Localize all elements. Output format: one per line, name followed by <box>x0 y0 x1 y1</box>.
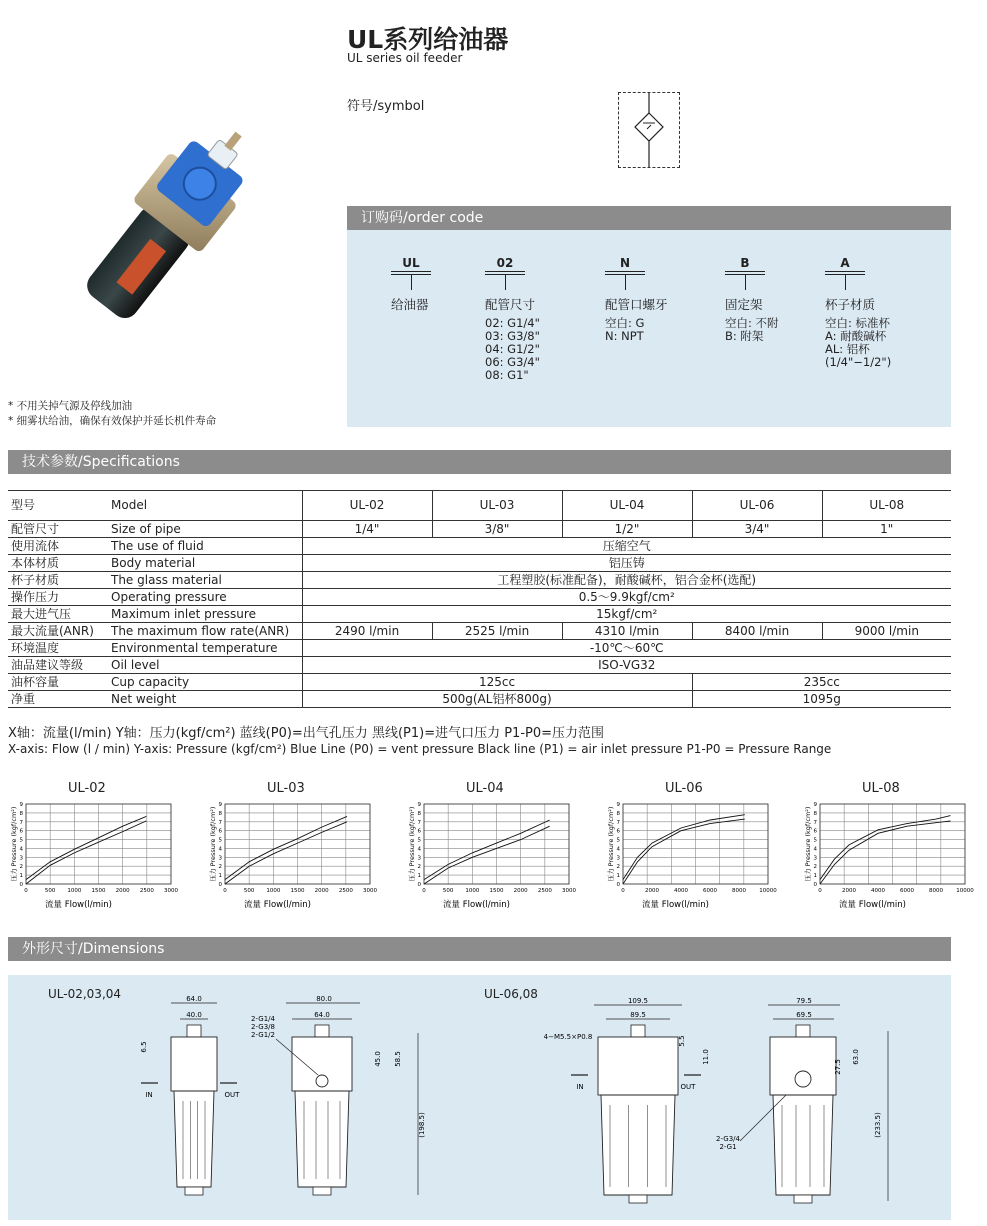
x-tick-label: 2000 <box>842 888 856 894</box>
spec-value: 1" <box>822 521 951 538</box>
x-tick-label: 0 <box>223 888 227 894</box>
order-code-column <box>391 298 429 317</box>
spec-label-cn: 型号 <box>8 491 108 521</box>
axis-note-cn: X轴：流量(l/min) Y轴：压力(kgf/cm²) 蓝线(P0)=出气孔压力 黑线(P1)=进气口压力 P1-P0=压力范围 <box>8 726 605 741</box>
chart-title: UL-04 <box>466 781 504 796</box>
dim-text: 69.5 <box>796 1011 812 1019</box>
spec-label-en: Cup capacity <box>108 674 302 691</box>
spec-label-en: The use of fluid <box>108 538 302 555</box>
axis-note-en: X-axis: Flow (l / min) Y-axis: Pressure (kgf/cm²) Blue Line (P0) = vent pressure Black line (P1) = air inlet pressure P1-P0 = Pressure Range <box>8 742 832 756</box>
y-tick-label: 9 <box>19 802 23 808</box>
order-code-column <box>485 298 540 382</box>
y-tick-label: 8 <box>417 810 421 817</box>
spec-label-cn: 操作压力 <box>8 589 108 606</box>
y-tick-label: 1 <box>218 873 222 880</box>
dim-text: 79.5 <box>796 997 812 1005</box>
y-tick-label: 7 <box>813 819 817 826</box>
x-tick-label: 4000 <box>871 888 885 894</box>
spec-row <box>8 623 951 640</box>
spec-value: 9000 l/min <box>822 623 951 640</box>
order-code-option: N: NPT <box>605 329 644 343</box>
order-code-option: 空白: 标准杯 <box>825 316 891 330</box>
spec-row <box>8 640 951 657</box>
order-code-name: 给油器 <box>391 297 429 312</box>
flow-chart <box>605 798 790 923</box>
spec-model: UL-08 <box>822 491 951 521</box>
order-code-column <box>725 298 779 343</box>
spec-value: 500g(AL铝杯800g) <box>302 691 692 708</box>
order-code-option: A: 耐酸碱杯 <box>825 329 887 343</box>
x-tick-label: 10000 <box>956 888 974 894</box>
spec-model: UL-03 <box>432 491 562 521</box>
spec-label-cn: 本体材质 <box>8 555 108 572</box>
spec-model: UL-04 <box>562 491 692 521</box>
spec-row <box>8 589 951 606</box>
page-title: UL系列给油器 <box>347 25 509 54</box>
dim-text: 11.0 <box>702 1049 710 1065</box>
y-tick-label: 5 <box>19 837 23 844</box>
spec-label-cn: 配管尺寸 <box>8 521 108 538</box>
y-tick-label: 3 <box>19 855 23 862</box>
spec-label-en: Net weight <box>108 691 302 708</box>
series-line <box>820 821 951 884</box>
spec-value: 1095g <box>692 691 951 708</box>
y-tick-label: 4 <box>19 846 23 853</box>
drain <box>794 1195 812 1203</box>
dim-text: 2-G1/4 <box>251 1015 275 1023</box>
spec-label-en: The maximum flow rate(ANR) <box>108 623 302 640</box>
y-tick-label: 6 <box>19 828 23 835</box>
dim-text: 4−M5.5×P0.8 <box>543 1033 593 1041</box>
sight-dome <box>187 1025 201 1037</box>
y-tick-label: 0 <box>218 882 222 888</box>
x-tick-label: 6000 <box>703 888 717 894</box>
sight-dome <box>796 1025 810 1037</box>
spec-value: 15kgf/cm² <box>302 606 951 623</box>
drain <box>185 1187 203 1195</box>
x-tick-label: 3000 <box>164 888 178 894</box>
dim-text: 64.0 <box>314 1011 330 1019</box>
order-code-panel <box>347 230 951 427</box>
order-code-option: (1/4"−1/2") <box>825 355 892 369</box>
dim-text: 6.5 <box>140 1041 148 1053</box>
page-subtitle: UL series oil feeder <box>347 51 463 65</box>
y-tick-label: 0 <box>19 882 23 888</box>
y-axis-label: 压力 Pressure (kgf/cm²) <box>804 806 812 882</box>
sight-dome <box>315 1025 329 1037</box>
spec-label-en: Body material <box>108 555 302 572</box>
drain <box>629 1195 647 1203</box>
spec-model: UL-02 <box>302 491 432 521</box>
spec-value: 0.5～9.9kgf/cm² <box>302 589 951 606</box>
dim-title-right: UL-06,08 <box>484 987 538 1001</box>
y-tick-label: 1 <box>417 873 421 880</box>
x-tick-label: 1000 <box>266 888 281 894</box>
order-code-5: A <box>825 256 865 272</box>
port-circle <box>316 1075 328 1087</box>
body-head <box>171 1037 217 1091</box>
y-tick-label: 1 <box>813 873 817 880</box>
y-tick-label: 9 <box>813 802 817 808</box>
x-tick-label: 1000 <box>67 888 82 894</box>
x-axis-label: 流量 Flow(l/min) <box>45 900 112 910</box>
body-cup <box>601 1095 675 1195</box>
y-tick-label: 5 <box>616 837 620 844</box>
dim-text: 63.0 <box>852 1049 860 1065</box>
spec-row <box>8 538 951 555</box>
y-tick-label: 0 <box>616 882 620 888</box>
y-tick-label: 0 <box>417 882 421 888</box>
dim-text: 64.0 <box>186 995 202 1003</box>
spec-label-cn: 净重 <box>8 691 108 708</box>
flow-chart <box>406 798 591 923</box>
series-line <box>820 816 951 880</box>
x-tick-label: 0 <box>621 888 625 894</box>
x-tick-label: 2000 <box>645 888 659 894</box>
y-tick-label: 8 <box>813 810 817 817</box>
y-tick-label: 2 <box>417 864 421 871</box>
spec-value: 工程塑胶(标准配备)，耐酸碱杯，铝合金杯(选配) <box>302 572 951 589</box>
order-code-option: 08: G1" <box>485 368 529 382</box>
x-tick-label: 500 <box>442 888 454 894</box>
dim-text: OUT <box>224 1091 240 1099</box>
note-item: * 细雾状给油，确保有效保护并延长机件寿命 <box>8 415 217 427</box>
spec-label-cn: 杯子材质 <box>8 572 108 589</box>
order-code-2: 02 <box>485 256 525 272</box>
x-axis-label: 流量 Flow(l/min) <box>642 900 709 910</box>
order-code-stem <box>845 274 846 290</box>
order-code-name: 配管尺寸 <box>485 297 536 312</box>
x-tick-label: 2000 <box>513 888 528 894</box>
spec-row <box>8 572 951 589</box>
spec-row <box>8 555 951 572</box>
dim-text: 40.0 <box>186 1011 202 1019</box>
y-tick-label: 4 <box>813 846 817 853</box>
y-tick-label: 5 <box>218 837 222 844</box>
y-tick-label: 7 <box>218 819 222 826</box>
spec-label-en: Oil level <box>108 657 302 674</box>
x-tick-label: 3000 <box>562 888 576 894</box>
sight-dome <box>631 1025 645 1037</box>
y-tick-label: 1 <box>19 873 23 880</box>
specifications-bar: 技术参数/Specifications <box>8 450 951 474</box>
y-tick-label: 9 <box>417 802 421 808</box>
y-tick-label: 4 <box>616 846 620 853</box>
spec-label-cn: 油品建议等级 <box>8 657 108 674</box>
y-tick-label: 2 <box>19 864 23 871</box>
flow-chart <box>8 798 193 923</box>
spec-label-cn: 使用流体 <box>8 538 108 555</box>
spec-value: 235cc <box>692 674 951 691</box>
x-tick-label: 6000 <box>900 888 914 894</box>
spec-value: -10℃～60℃ <box>302 640 951 657</box>
x-axis-label: 流量 Flow(l/min) <box>244 900 311 910</box>
order-code-option: 空白: G <box>605 316 645 330</box>
x-tick-label: 10000 <box>759 888 777 894</box>
order-code-name: 配管口螺牙 <box>605 297 668 312</box>
chart-grid <box>617 802 778 894</box>
spec-row <box>8 521 951 538</box>
dim-text: 2-G3/4 <box>716 1135 740 1143</box>
body-cup <box>295 1091 349 1187</box>
spec-model: UL-06 <box>692 491 822 521</box>
y-tick-label: 2 <box>813 864 817 871</box>
spec-value: ISO-VG32 <box>302 657 951 674</box>
body-head <box>598 1037 678 1095</box>
x-tick-label: 1500 <box>91 888 106 894</box>
order-code-option: 04: G1/2" <box>485 342 540 356</box>
y-tick-label: 2 <box>218 864 222 871</box>
x-tick-label: 500 <box>44 888 56 894</box>
order-code-4: B <box>725 256 765 272</box>
y-tick-label: 5 <box>417 837 421 844</box>
x-tick-label: 2500 <box>139 888 154 894</box>
dimensions-panel <box>8 975 951 1220</box>
spec-label-cn: 油杯容量 <box>8 674 108 691</box>
dim-text: IN <box>576 1083 584 1091</box>
order-code-name: 固定架 <box>725 297 763 312</box>
x-tick-label: 2500 <box>537 888 552 894</box>
order-code-option: B: 附架 <box>725 329 764 343</box>
spec-value: 3/8" <box>432 521 562 538</box>
order-code-option: 03: G3/8" <box>485 329 540 343</box>
series-line <box>623 815 745 880</box>
flow-chart <box>802 798 987 923</box>
series-line <box>623 819 745 884</box>
dim-text: 2-G3/8 <box>251 1023 275 1031</box>
spec-value: 8400 l/min <box>692 623 822 640</box>
order-code-bar: 订购码/order code <box>347 206 951 230</box>
order-code-stem <box>411 274 412 290</box>
spec-value: 3/4" <box>692 521 822 538</box>
specifications-table <box>8 490 951 708</box>
y-tick-label: 2 <box>616 864 620 871</box>
lubricator-symbol <box>618 92 680 168</box>
spec-row <box>8 674 951 691</box>
note-item: * 不用关掉气源及停线加油 <box>8 400 133 412</box>
order-code-3: N <box>605 256 645 272</box>
y-tick-label: 3 <box>813 855 817 862</box>
y-axis-label: 压力 Pressure (kgf/cm²) <box>408 806 416 882</box>
dim-title-left: UL-02,03,04 <box>48 987 122 1001</box>
order-code-stem <box>505 274 506 290</box>
chart-title: UL-08 <box>862 781 900 796</box>
order-code-option: AL: 铝杯 <box>825 342 870 356</box>
y-axis-label: 压力 Pressure (kgf/cm²) <box>10 806 18 882</box>
spec-label-en: Model <box>108 491 302 521</box>
spec-label-cn: 最大流量(ANR) <box>8 623 108 640</box>
y-tick-label: 6 <box>813 828 817 835</box>
x-tick-label: 8000 <box>732 888 746 894</box>
symbol-label: 符号/symbol <box>347 99 425 114</box>
y-tick-label: 4 <box>218 846 222 853</box>
y-tick-label: 5 <box>813 837 817 844</box>
drain <box>313 1187 331 1195</box>
series-line <box>26 821 146 884</box>
spec-label-en: The glass material <box>108 572 302 589</box>
spec-value: 1/4" <box>302 521 432 538</box>
dim-text: (198.5) <box>418 1112 426 1138</box>
dimensions-bar: 外形尺寸/Dimensions <box>8 937 951 961</box>
y-tick-label: 0 <box>813 882 817 888</box>
dim-text: (233.5) <box>874 1112 882 1138</box>
x-tick-label: 2000 <box>314 888 329 894</box>
dim-text: 2-G1 <box>719 1143 737 1151</box>
y-tick-label: 8 <box>616 810 620 817</box>
dim-text: 5.5 <box>678 1035 686 1047</box>
spec-label-cn: 环境温度 <box>8 640 108 657</box>
order-code-option: 02: G1/4" <box>485 316 540 330</box>
order-code-stem <box>745 274 746 290</box>
x-tick-label: 2500 <box>338 888 353 894</box>
y-tick-label: 6 <box>417 828 421 835</box>
x-tick-label: 0 <box>24 888 28 894</box>
order-code-stem <box>625 274 626 290</box>
series-line <box>225 822 347 884</box>
chart-grid <box>20 802 179 894</box>
spec-row <box>8 691 951 708</box>
x-tick-label: 2000 <box>115 888 130 894</box>
x-tick-label: 1000 <box>465 888 480 894</box>
product-photo <box>50 120 280 330</box>
order-code-column <box>605 298 668 343</box>
spec-value: 4310 l/min <box>562 623 692 640</box>
spec-value: 1/2" <box>562 521 692 538</box>
y-tick-label: 6 <box>218 828 222 835</box>
y-tick-label: 8 <box>218 810 222 817</box>
dim-text: 109.5 <box>627 997 649 1005</box>
chart-grid <box>219 802 378 894</box>
y-tick-label: 4 <box>417 846 421 853</box>
x-tick-label: 0 <box>818 888 822 894</box>
feature-notes <box>8 399 216 429</box>
y-tick-label: 1 <box>616 873 620 880</box>
dim-text: 2-G1/2 <box>251 1031 275 1039</box>
spec-label-en: Size of pipe <box>108 521 302 538</box>
dimension-drawings <box>8 975 951 1220</box>
x-tick-label: 1500 <box>489 888 504 894</box>
chart-title: UL-02 <box>68 781 106 796</box>
x-axis-label: 流量 Flow(l/min) <box>839 900 906 910</box>
dim-text: 89.5 <box>630 1011 646 1019</box>
spec-value: 压缩空气 <box>302 538 951 555</box>
x-tick-label: 1500 <box>290 888 305 894</box>
spec-label-cn: 最大进气压 <box>8 606 108 623</box>
chart-title: UL-03 <box>267 781 305 796</box>
dim-text: IN <box>145 1091 153 1099</box>
y-tick-label: 3 <box>616 855 620 862</box>
spec-value: 2490 l/min <box>302 623 432 640</box>
series-line <box>424 820 550 880</box>
dim-text: 80.0 <box>316 995 332 1003</box>
order-code-option: 空白: 不附 <box>725 316 779 330</box>
x-tick-label: 4000 <box>674 888 688 894</box>
y-tick-label: 8 <box>19 810 23 817</box>
x-tick-label: 500 <box>243 888 255 894</box>
body-cup <box>174 1091 214 1187</box>
order-code-name: 杯子材质 <box>825 297 876 312</box>
y-axis-label: 压力 Pressure (kgf/cm²) <box>607 806 615 882</box>
x-tick-label: 3000 <box>363 888 377 894</box>
x-axis-label: 流量 Flow(l/min) <box>443 900 510 910</box>
flow-chart <box>207 798 392 923</box>
y-tick-label: 9 <box>218 802 222 808</box>
y-tick-label: 7 <box>417 819 421 826</box>
spec-label-en: Maximum inlet pressure <box>108 606 302 623</box>
y-tick-label: 7 <box>19 819 23 826</box>
spec-value: 铝压铸 <box>302 555 951 572</box>
y-tick-label: 3 <box>218 855 222 862</box>
spec-label-en: Environmental temperature <box>108 640 302 657</box>
chart-title: UL-06 <box>665 781 703 796</box>
dim-text: 45.0 <box>374 1051 382 1067</box>
spec-value: 125cc <box>302 674 692 691</box>
y-tick-label: 9 <box>616 802 620 808</box>
y-tick-label: 3 <box>417 855 421 862</box>
dim-text: OUT <box>680 1083 696 1091</box>
y-tick-label: 6 <box>616 828 620 835</box>
x-tick-label: 0 <box>422 888 426 894</box>
spec-row <box>8 657 951 674</box>
spec-value: 2525 l/min <box>432 623 562 640</box>
y-axis-label: 压力 Pressure (kgf/cm²) <box>209 806 217 882</box>
port-circle <box>795 1071 811 1087</box>
dim-text: 27.5 <box>834 1059 842 1075</box>
order-code-column <box>825 298 891 369</box>
spec-row <box>8 606 951 623</box>
spec-label-en: Operating pressure <box>108 589 302 606</box>
x-tick-label: 8000 <box>929 888 943 894</box>
spec-header-row <box>8 491 951 521</box>
order-code-option: 06: G3/4" <box>485 355 540 369</box>
y-tick-label: 7 <box>616 819 620 826</box>
dim-text: 58.5 <box>394 1051 402 1067</box>
order-code-1: UL <box>391 256 431 272</box>
